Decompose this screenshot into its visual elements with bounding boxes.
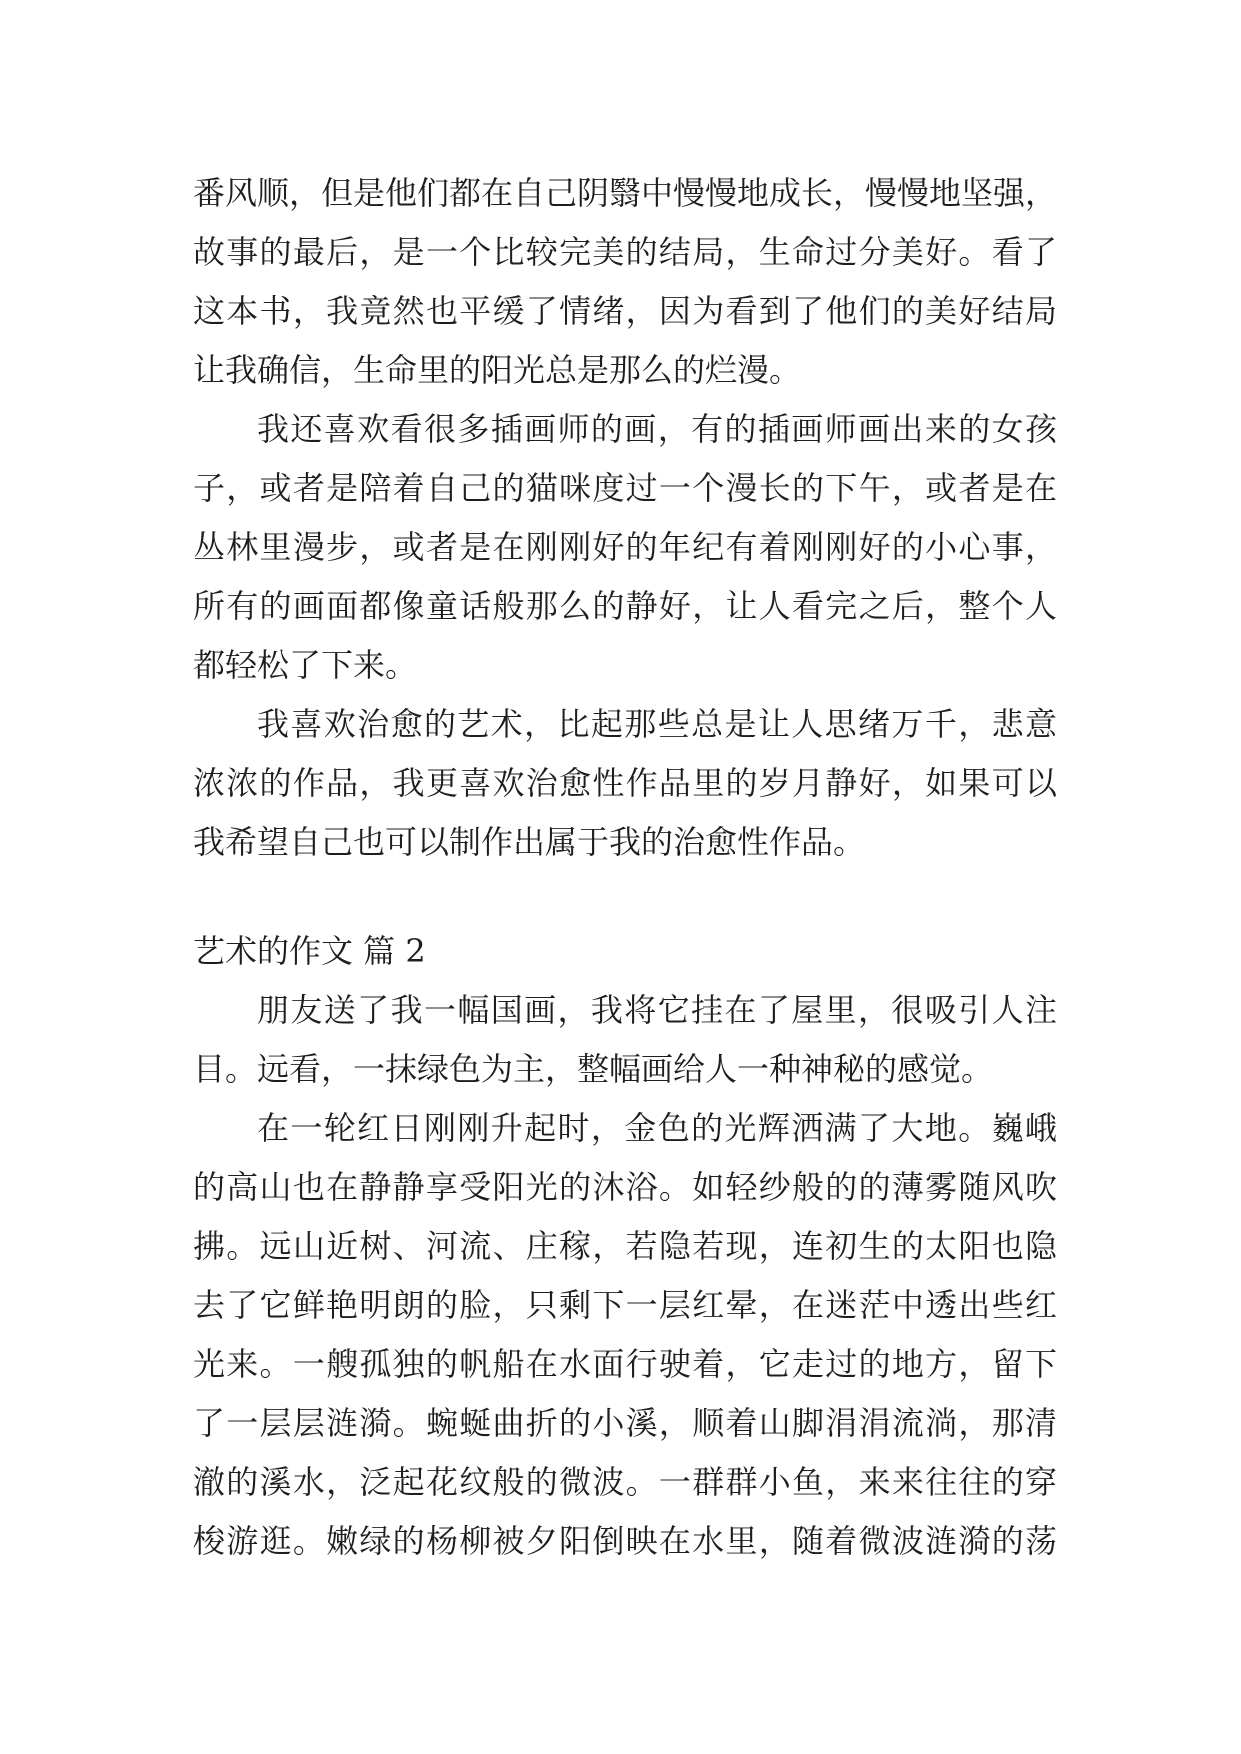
- section-heading: 艺术的作文 篇 2: [193, 932, 426, 970]
- text-line: 子，或者是陪着自己的猫咪度过一个漫长的下午，或者是在: [193, 469, 1057, 507]
- text-line: 光来。一艘孤独的帆船在水面行驶着，它走过的地方，留下: [193, 1345, 1057, 1383]
- text-line: 去了它鲜艳明朗的脸，只剩下一层红晕，在迷茫中透出些红: [193, 1286, 1057, 1324]
- text-line: 的高山也在静静享受阳光的沐浴。如轻纱般的的薄雾随风吹: [193, 1168, 1057, 1206]
- text-line: 澈的溪水，泛起花纹般的微波。一群群小鱼，来来往往的穿: [193, 1463, 1057, 1501]
- section-gap: [193, 872, 1057, 922]
- text-line: 梭游逛。嫩绿的杨柳被夕阳倒映在水里，随着微波涟漪的荡: [193, 1522, 1057, 1560]
- text-line: 丛林里漫步，或者是在刚刚好的年纪有着刚刚好的小心事，: [193, 528, 1057, 566]
- document-body: [193, 164, 1057, 1571]
- text-line: 在一轮红日刚刚升起时，金色的光辉洒满了大地。巍峨: [257, 1109, 1057, 1147]
- text-line: 朋友送了我一幅国画，我将它挂在了屋里，很吸引人注: [257, 991, 1057, 1029]
- text-line: 目。远看，一抹绿色为主，整幅画给人一种神秘的感觉。: [193, 1050, 994, 1088]
- text-line: 让我确信，生命里的阳光总是那么的烂漫。: [193, 351, 802, 389]
- text-line: 番风顺，但是他们都在自己阴翳中慢慢地成长，慢慢地坚强，: [193, 174, 1058, 212]
- text-line: 我还喜欢看很多插画师的画，有的插画师画出来的女孩: [257, 410, 1057, 448]
- paragraph: [193, 400, 1057, 695]
- text-line: 浓浓的作品，我更喜欢治愈性作品里的岁月静好，如果可以: [193, 764, 1057, 802]
- text-line: 故事的最后，是一个比较完美的结局，生命过分美好。看了: [193, 233, 1057, 271]
- text-line: 了一层层涟漪。蜿蜒曲折的小溪，顺着山脚涓涓流淌，那清: [193, 1404, 1057, 1442]
- paragraph: [193, 695, 1057, 872]
- text-line: 都轻松了下来。: [193, 646, 418, 684]
- paragraph: [193, 1099, 1057, 1571]
- text-line: 所有的画面都像童话般那么的静好，让人看完之后，整个人: [193, 587, 1057, 625]
- text-line: 这本书，我竟然也平缓了情绪，因为看到了他们的美好结局: [193, 292, 1057, 330]
- text-line: 我希望自己也可以制作出属于我的治愈性作品。: [193, 823, 866, 861]
- text-line: 我喜欢治愈的艺术，比起那些总是让人思绪万千，悲意: [257, 705, 1057, 743]
- paragraph: [193, 164, 1057, 400]
- paragraph: [193, 981, 1057, 1099]
- text-line: 拂。远山近树、河流、庄稼，若隐若现，连初生的太阳也隐: [193, 1227, 1057, 1265]
